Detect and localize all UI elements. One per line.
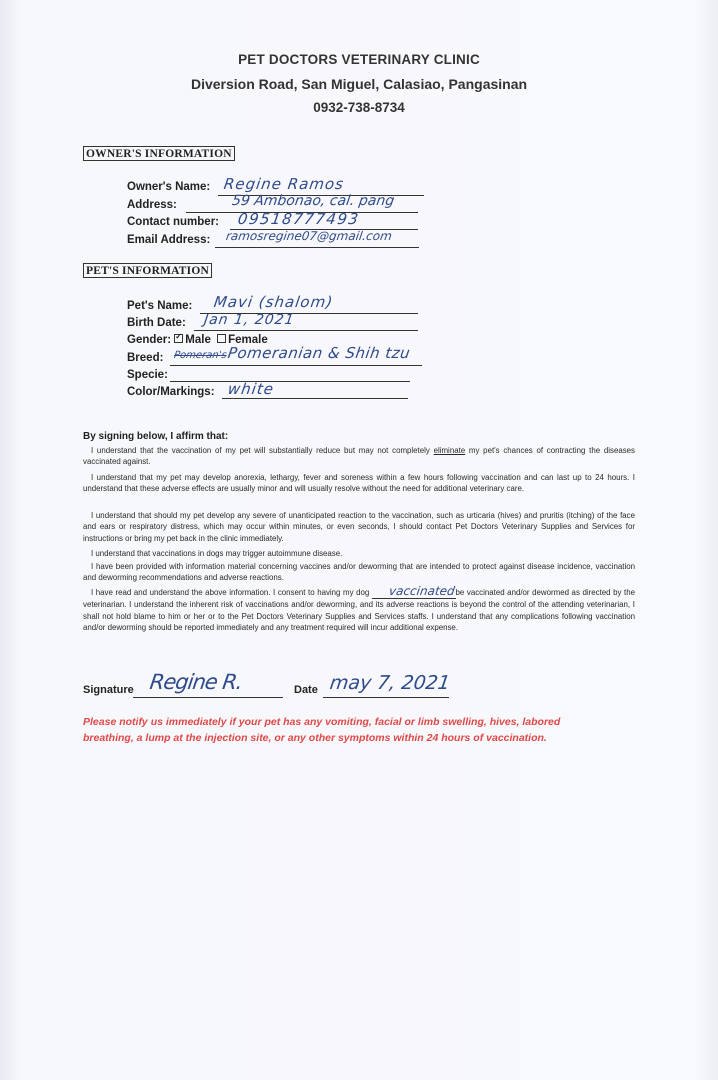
pet-name-label: Pet's Name: xyxy=(127,300,193,312)
clinic-phone: 0932-738-8734 xyxy=(313,100,405,115)
signature-label: Signature xyxy=(83,684,134,696)
color-markings-value[interactable]: white xyxy=(226,380,276,398)
breed-label: Breed: xyxy=(127,352,164,364)
address-label: Address: xyxy=(127,199,177,211)
female-option: Female xyxy=(228,334,268,346)
contact-value[interactable]: 09518777493 xyxy=(236,210,361,228)
consent-paragraph-3: I understand that should my pet develop any severe of unanticipated reaction to the vaccination, such as urticaria (hives) and pruritis (itching) of the face and ears or respiratory distress, which may occur within minutes, or even seconds, I should contact Pet Doctors Veterinary Supplies and Services for instructions or bring my pet back in the clinic immediately. xyxy=(83,511,635,543)
date-value[interactable]: may 7, 2021 xyxy=(328,672,452,694)
signature-value[interactable]: Regine R. xyxy=(148,670,244,694)
pet-section-heading: PET'S INFORMATION xyxy=(83,263,212,278)
consent-paragraph-1: I understand that the vaccination of my pet will substantially reduce but may not completely eliminate my pet's chances of contracting the diseases vaccinated against. xyxy=(83,446,635,467)
email-value[interactable]: ramosregine07@gmail.com xyxy=(225,229,393,243)
specie-label: Specie: xyxy=(127,369,168,381)
email-label: Email Address: xyxy=(127,234,211,246)
date-label: Date xyxy=(294,684,318,696)
consent-fill-value[interactable]: vaccinated xyxy=(387,584,456,598)
gender-label: Gender: xyxy=(127,334,172,346)
consent-title: By signing below, I affirm that: xyxy=(83,431,229,442)
birth-date-line xyxy=(194,330,418,331)
color-markings-line xyxy=(222,398,408,399)
consent-paragraph-6: I have read and understand the above information. I consent to having my dog vaccinatedbe vaccinated and/or dewormed as directed by the veterinarian. I understand the inherent risk of vaccinations and/or deworming, and its adverse reactions is beyond the control of the attending veterinarian, I shall not hold blame to him or her or to the Pet Doctors Veterinary Supplies and Services staffs. I understand that any complications following vaccination and/or deworming should be reported immediately and any treatment required will incur additional expense. xyxy=(83,584,635,633)
female-checkbox[interactable] xyxy=(217,334,226,343)
birth-date-label: Birth Date: xyxy=(127,317,186,329)
owner-name-value[interactable]: Regine Ramos xyxy=(222,175,346,193)
email-line xyxy=(215,247,419,248)
pet-name-value[interactable]: Mavi (shalom) xyxy=(212,293,335,311)
clinic-name: PET DOCTORS VETERINARY CLINIC xyxy=(238,52,480,67)
breed-value[interactable]: Pomeranian & Shih tzu xyxy=(226,344,412,362)
breed-struck-text: Pomeran's xyxy=(173,350,228,361)
color-markings-label: Color/Markings: xyxy=(127,386,215,398)
contact-label: Contact number: xyxy=(127,216,219,228)
male-checkbox[interactable] xyxy=(174,334,183,343)
signature-line xyxy=(133,697,283,698)
owner-name-label: Owner's Name: xyxy=(127,181,211,193)
consent-paragraph-5: I have been provided with information material concerning vaccines and/or deworming that are intended to protect against disease incidence, vaccination and deworming recommendations and adverse reactions. xyxy=(83,562,635,583)
breed-line xyxy=(170,365,422,366)
consent-paragraph-2: I understand that my pet may develop anorexia, lethargy, fever and soreness within a few hours following vaccination and can last up to 24 hours. I understand that these adverse effects are usually minor and will usually resolve without the need for additional veterinary care. xyxy=(83,473,635,494)
warning-note: Please notify us immediately if your pet has any vomiting, facial or limb swelling, hives, labored breathing, a lump at the injection site, or any other symptoms within 24 hours of vaccination. xyxy=(83,716,561,744)
date-line xyxy=(323,697,449,698)
owner-section-heading: OWNER'S INFORMATION xyxy=(83,146,235,161)
clinic-address: Diversion Road, San Miguel, Calasiao, Pangasinan xyxy=(190,76,528,92)
birth-date-value[interactable]: Jan 1, 2021 xyxy=(202,312,296,328)
consent-paragraph-4: I understand that vaccinations in dogs may trigger autoimmune disease. xyxy=(91,549,343,558)
male-option: Male xyxy=(185,334,211,346)
specie-line xyxy=(170,381,410,382)
address-value[interactable]: 59 Ambonao, cal. pang xyxy=(230,193,396,209)
